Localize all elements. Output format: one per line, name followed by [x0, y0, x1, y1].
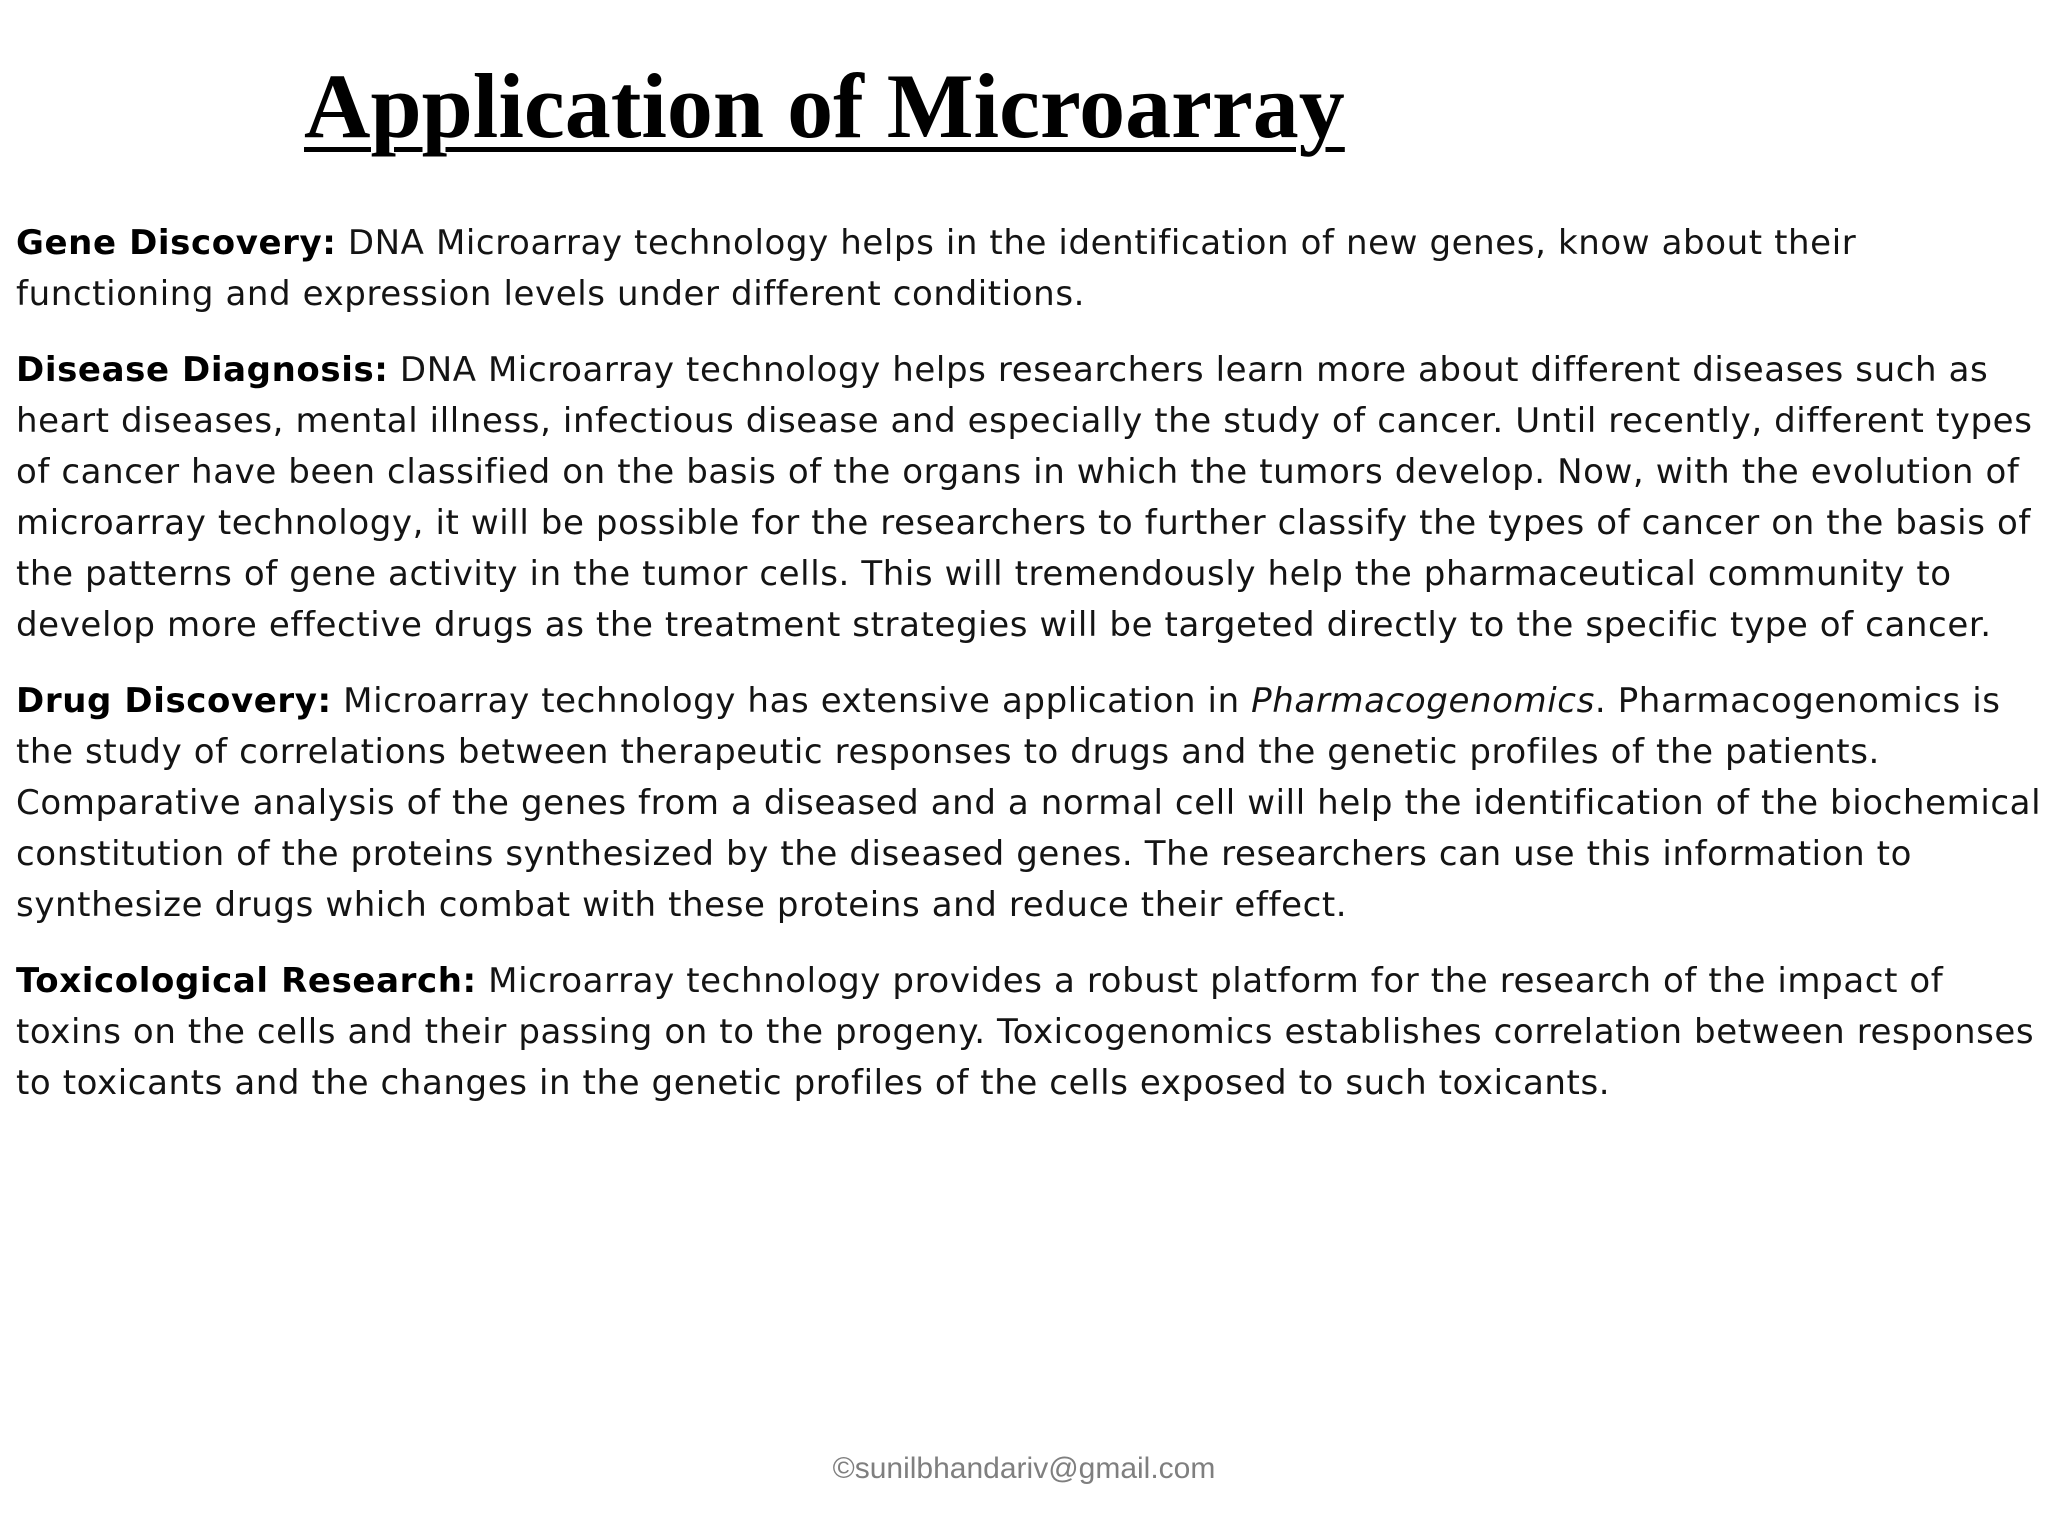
pharmacogenomics-term: Pharmacogenomics [1251, 681, 1595, 721]
gene-discovery-heading: Gene Discovery: [16, 223, 337, 263]
gene-discovery-text: DNA Microarray technology helps in the identification of new genes, know about their functioning and expression levels under different conditions. [16, 223, 1857, 314]
drug-discovery-heading: Drug Discovery: [16, 681, 332, 721]
disease-diagnosis-heading: Disease Diagnosis: [16, 350, 389, 390]
footer-email: ©sunilbhandariv@gmail.com [832, 1452, 1216, 1485]
slide-title: Application of Microarray [304, 55, 1345, 157]
disease-diagnosis-paragraph [16, 345, 2048, 651]
toxicological-research-text: Microarray technology provides a robust platform for the research of the impact of toxins on the cells and their passing on to the progeny. Toxicogenomics establishes correlation between responses to toxicants and the changes in the genetic profiles of the cells exposed to such toxicants. [16, 961, 2035, 1103]
slide-content [16, 218, 2048, 1134]
toxicological-research-heading: Toxicological Research: [16, 961, 477, 1001]
toxicological-research-paragraph [16, 956, 2048, 1109]
drug-discovery-text-before: Microarray technology has extensive application in [331, 681, 1252, 721]
drug-discovery-text-after: . Pharmacogenomics is the study of correlations between therapeutic responses to drugs and the genetic profiles of the patients. Comparative analysis of the genes from a diseased and a normal cell will help the identification of the biochemical constitution of the proteins synthesized by the diseased genes. The researchers can use this information to synthesize drugs which combat with these proteins and reduce their effect. [16, 681, 2042, 925]
gene-discovery-paragraph [16, 218, 2048, 320]
drug-discovery-paragraph [16, 676, 2048, 931]
disease-diagnosis-text: DNA Microarray technology helps researchers learn more about different diseases such as heart diseases, mental illness, infectious disease and especially the study of cancer. Until recently, different types of cancer have been classified on the basis of the organs in which the tumors develop. Now, with the evolution of microarray technology, it will be possible for the researchers to further classify the types of cancer on the basis of the patterns of gene activity in the tumor cells. This will tremendously help the pharmaceutical community to develop more effective drugs as the treatment strategies will be targeted directly to the specific type of cancer. [16, 350, 2033, 645]
